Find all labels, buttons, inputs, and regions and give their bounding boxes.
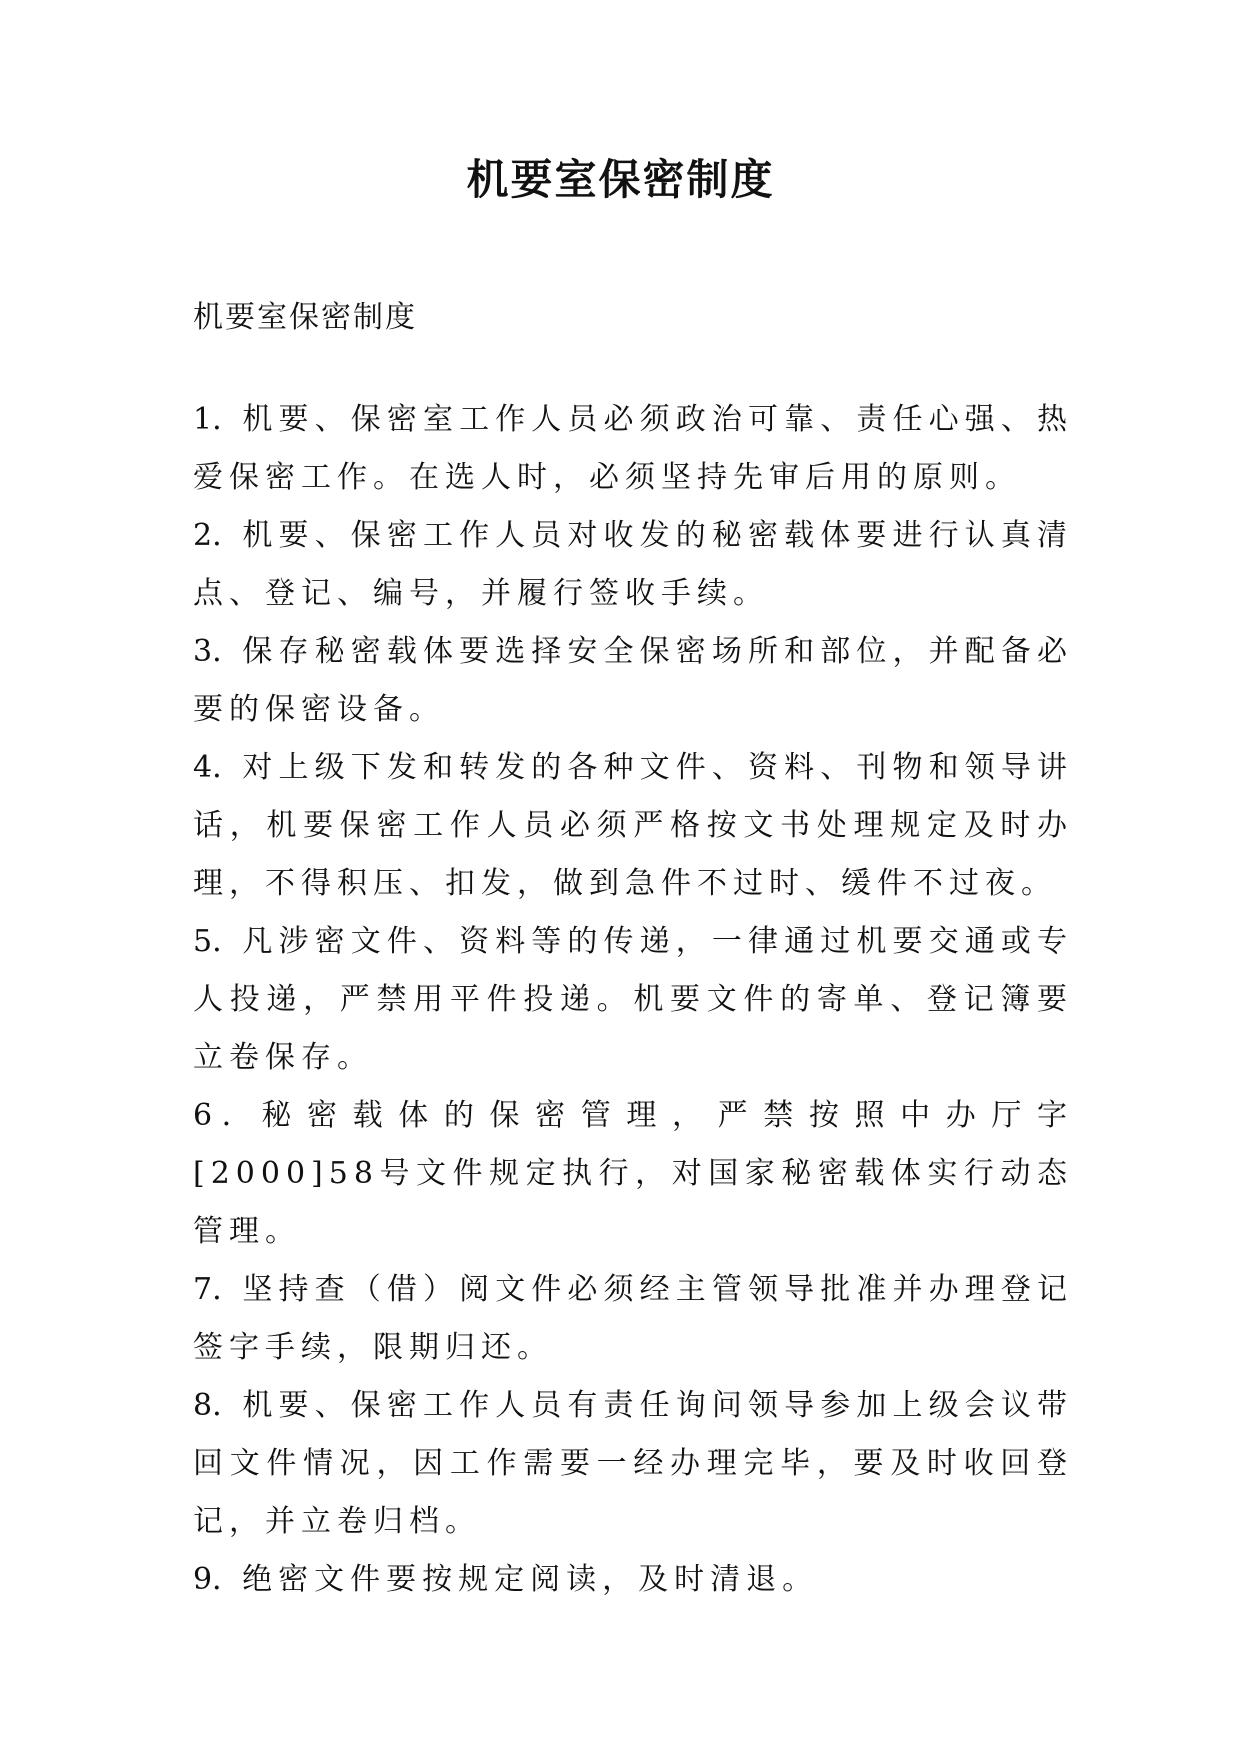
rule-number: 7． [193,1272,243,1307]
rule-text: 坚持查（借）阅文件必须经主管领导批准并办理登记签字手续，限期归还。 [193,1272,1074,1365]
document-body [193,289,1073,1609]
rule-item-9 [193,1551,1073,1609]
rule-item-7 [193,1261,1073,1377]
rule-item-3 [193,623,1073,739]
rule-number: 8． [193,1388,243,1423]
rule-text: 对上级下发和转发的各种文件、资料、刊物和领导讲话，机要保密工作人员必须严格按文书处理规定及时办理，不得积压、扣发，做到急件不过时、缓件不过夜。 [193,750,1074,901]
rule-text: 绝密文件要按规定阅读，及时清退。 [242,1562,819,1597]
rule-number: 5． [193,924,243,959]
rule-item-4 [193,739,1073,913]
document-subtitle: 机要室保密制度 [193,300,417,335]
rule-item-8 [193,1377,1073,1551]
rule-number: 6． [193,1098,262,1133]
rule-text: 机要、保密工作人员有责任询问领导参加上级会议带回文件情况，因工作需要一经办理完毕，要及时收回登记，并立卷归档。 [193,1388,1074,1539]
rule-text: 机要、保密室工作人员必须政治可靠、责任心强、热爱保密工作。在选人时，必须坚持先审后用的原则。 [193,402,1074,495]
rule-text: 秘密载体的保密管理，严禁按照中办厅字[2000]58号文件规定执行，对国家秘密载体实行动态管理。 [193,1098,1073,1249]
rule-number: 4． [193,750,243,785]
rule-number: 1． [193,402,243,437]
rule-text: 凡涉密文件、资料等的传递，一律通过机要交通或专人投递，严禁用平件投递。机要文件的寄单、登记簿要立卷保存。 [193,924,1074,1075]
rule-item-1 [193,391,1073,507]
rule-text: 保存秘密载体要选择安全保密场所和部位，并配备必要的保密设备。 [193,634,1074,727]
rule-number: 3． [193,634,243,669]
rule-number: 9． [193,1562,243,1597]
rule-number: 2． [193,518,243,553]
rule-item-5 [193,913,1073,1087]
rule-text: 机要、保密工作人员对收发的秘密载体要进行认真清点、登记、编号，并履行签收手续。 [193,518,1074,611]
rule-item-2 [193,507,1073,623]
page-title: 机要室保密制度 [466,155,775,204]
rule-item-6 [193,1087,1073,1261]
